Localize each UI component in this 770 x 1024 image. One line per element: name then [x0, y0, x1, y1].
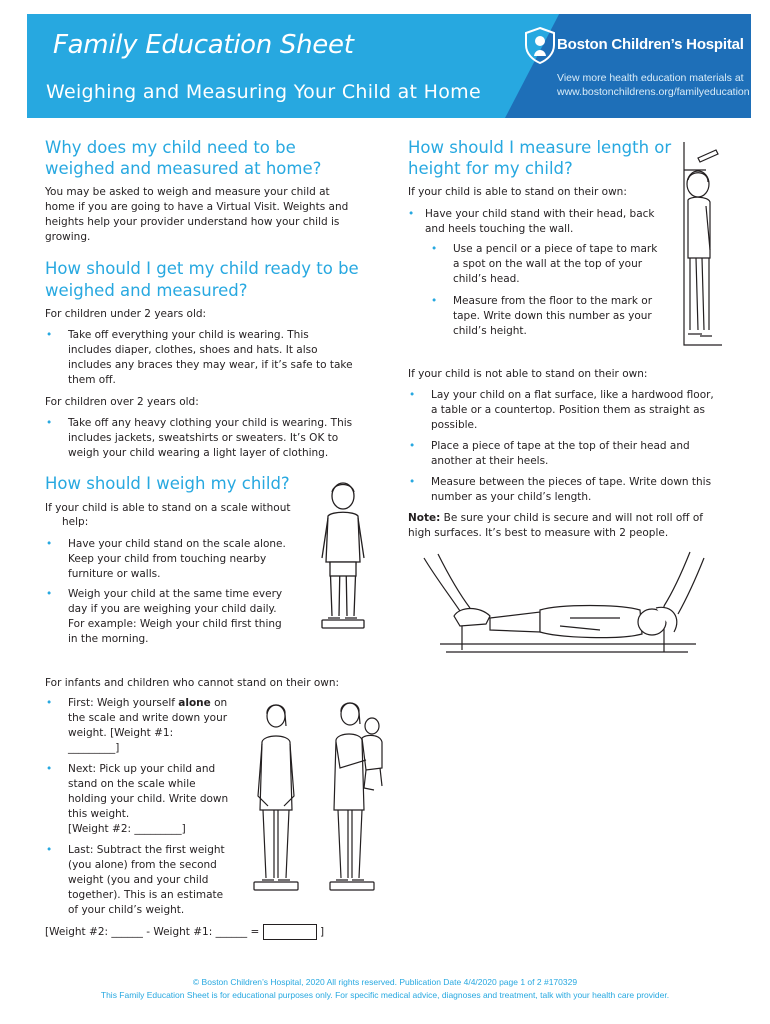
weigh-intro-line: If your child is able to stand on a scale without — [45, 502, 291, 514]
child-on-scale-illustration — [310, 478, 374, 646]
sub-list-item: • Measure from the floor to the mark or tape. Write down this number as your child’s height. — [431, 295, 653, 337]
disclaimer-line: This Family Education Sheet is for educational purposes only. For specific medical advice, diagnoses and treatment, talk with your health care provider. — [100, 990, 670, 1000]
section-heading-measure-line2: height for my child? — [408, 159, 573, 178]
list-item: • Lay your child on a flat surface, like a hardwood floor, a table or a countertop. Position them as straight as possible. — [409, 389, 714, 431]
safety-note-line2: high surfaces. It’s best to measure with 2 people. — [408, 527, 669, 539]
weight-equation: [Weight #2: ______ - Weight #1: ______ = ] — [45, 926, 325, 938]
safety-note: Note: Be sure your child is secure and will not roll off of — [408, 512, 703, 524]
bullet-icon: • — [46, 329, 53, 341]
sheet-type-title: Family Education Sheet — [53, 30, 354, 60]
why-body-line: home if you are going to have a Virtual Visit. Weights and — [45, 201, 349, 213]
bullet-icon: • — [409, 476, 416, 488]
list-item: • Next: Pick up your child and stand on the scale while holding your child. Write down this weight. [Weight #2: _________] — [46, 763, 229, 835]
bullet-icon: • — [409, 389, 416, 401]
bullet-icon: • — [46, 844, 53, 856]
bullet-icon: • — [408, 208, 415, 220]
stand-label: If your child is able to stand on their own: — [408, 186, 627, 198]
section-heading-why: Why does my child need to be — [45, 138, 296, 157]
bullet-icon: • — [431, 295, 438, 307]
list-item: • Weigh your child at the same time every day if you are weighing your child daily. For example: Weigh your child first thing in the morning. — [46, 588, 283, 645]
list-item: • Last: Subtract the first weight (you alone) from the second weight (you and your child together). This is an estimate of your child’s weight. — [46, 844, 225, 916]
over-2-label: For children over 2 years old: — [45, 396, 199, 408]
adult-holding-child-illustration — [326, 698, 390, 895]
weigh-intro-line: help: — [62, 516, 89, 528]
why-body-line: heights help your provider understand how your child is — [45, 216, 340, 228]
resources-url[interactable]: www.bostonchildrens.org/familyeducation — [557, 86, 750, 98]
list-item: • Have your child stand on the scale alone. Keep your child from touching nearby furniture or walls. — [46, 538, 286, 580]
bullet-icon: • — [46, 763, 53, 775]
header-banner — [27, 14, 751, 118]
why-body-line: You may be asked to weigh and measure your child at — [45, 186, 330, 198]
section-heading-measure: How should I measure length or — [408, 138, 672, 157]
child-height-wall-illustration — [676, 140, 726, 350]
copyright-line: © Boston Children’s Hospital, 2020 All rights reserved. Publication Date 4/4/2020 page 1 of 2 #170329 — [192, 977, 578, 987]
bullet-icon: • — [46, 588, 53, 600]
why-body-line: growing. — [45, 231, 91, 243]
bullet-icon: • — [431, 243, 438, 255]
result-box — [263, 924, 317, 940]
section-heading-ready-line2: weighed and measured? — [45, 281, 248, 300]
adult-on-scale-illustration — [248, 700, 304, 895]
sub-list-item: • Use a pencil or a piece of tape to mark a spot on the wall at the top of your child’s head. — [431, 243, 658, 285]
resources-text: View more health education materials at — [557, 72, 744, 84]
list-item: • Place a piece of tape at the top of their head and another at their heels. — [409, 440, 690, 467]
section-heading-ready: How should I get my child ready to be — [45, 259, 359, 278]
hospital-logo-icon — [523, 26, 557, 64]
bullet-icon: • — [409, 440, 416, 452]
list-item: • Have your child stand with their head, back and heels touching the wall. — [408, 208, 655, 235]
section-heading-weigh: How should I weigh my child? — [45, 474, 290, 493]
infant-length-measurement-illustration — [420, 548, 710, 658]
hospital-name: Boston Children’s Hospital — [557, 36, 744, 53]
list-item: • Take off everything your child is wearing. This includes diaper, clothes, shoes and hats. It also includes any braces they may wear, if it’s safe to take them off. — [46, 329, 353, 386]
under-2-label: For children under 2 years old: — [45, 308, 207, 320]
page-title: Weighing and Measuring Your Child at Home — [46, 81, 481, 103]
bullet-icon: • — [46, 697, 53, 709]
not-stand-label: If your child is not able to stand on their own: — [408, 368, 648, 380]
section-heading-why-line2: weighed and measured at home? — [45, 159, 322, 178]
bullet-icon: • — [46, 538, 53, 550]
bullet-icon: • — [46, 417, 53, 429]
list-item: • Take off any heavy clothing your child is wearing. This includes jackets, sweatshirts or sweaters. It’s OK to weigh your child wearing a light layer of clothing. — [46, 417, 353, 459]
infants-label: For infants and children who cannot stand on their own: — [45, 677, 340, 689]
list-item: • First: Weigh yourself alone on the scale and write down your weight. [Weight #1: _________] — [46, 697, 228, 754]
list-item: • Measure between the pieces of tape. Write down this number as your child’s length. — [409, 476, 712, 503]
